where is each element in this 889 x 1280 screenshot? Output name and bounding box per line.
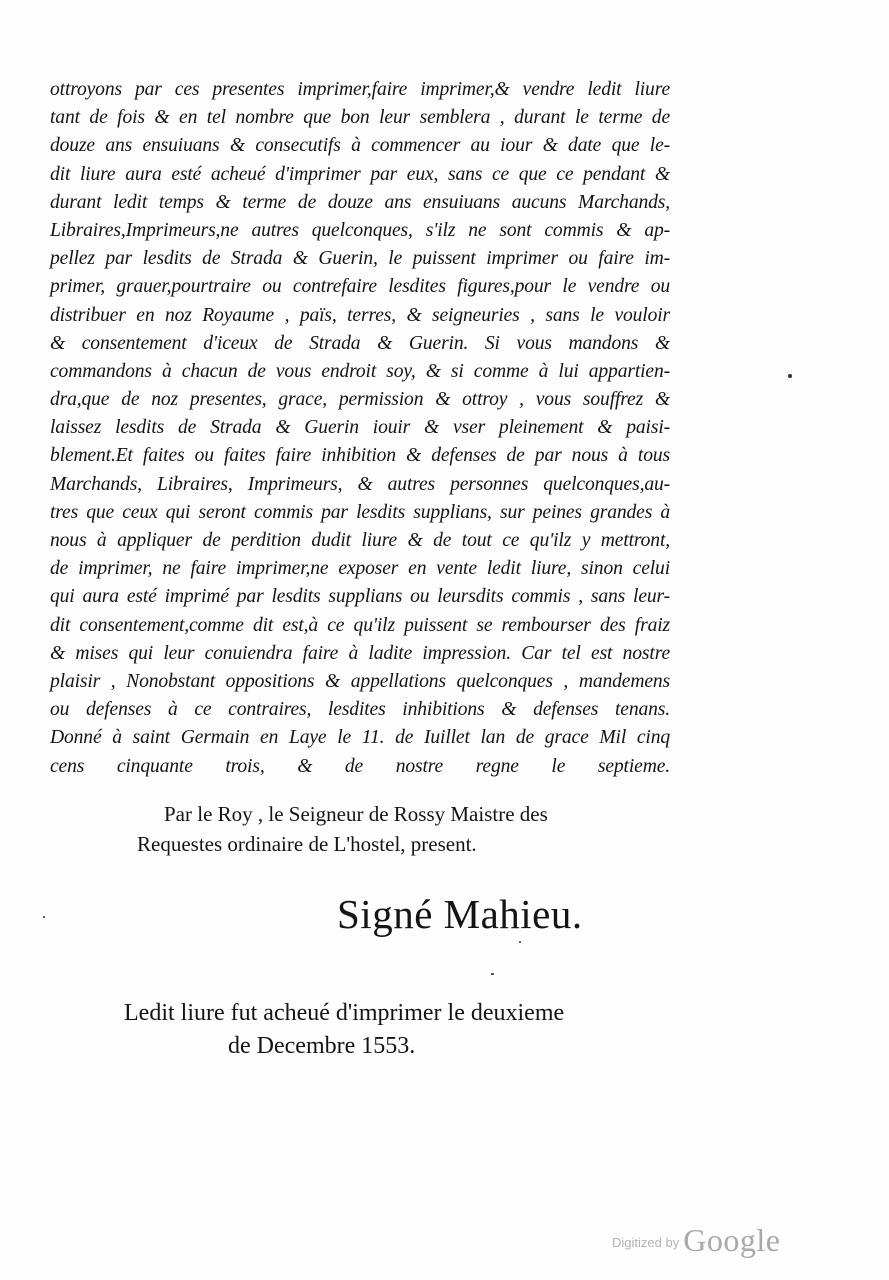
digitized-watermark — [612, 1222, 780, 1259]
privilege-line: tant de fois & en tel nombre que bon leur semblera , durant le terme de — [50, 107, 670, 129]
privilege-line: dra,que de noz presentes, grace, permission & ottroy , vous souffrez & — [50, 389, 670, 411]
privilege-line: durant ledit temps & terme de douze ans ensuiuans aucuns Marchands, — [50, 191, 670, 213]
privilege-line: dit liure aura esté acheué d'imprimer par eux, sans ce que ce pendant & — [50, 163, 670, 185]
privilege-line: commandons à chacun de vous endroit soy, & si comme à lui appartien- — [50, 360, 670, 382]
ink-speck — [519, 941, 521, 943]
watermark-prefix: Digitized by — [612, 1235, 680, 1250]
privilege-line: Marchands, Libraires, Imprimeurs, & autres personnes quelconques,au- — [50, 473, 670, 495]
privilege-line: ou defenses à ce contraires, lesdites inhibitions & defenses tenans. — [50, 699, 670, 721]
privilege-line: primer, grauer,pourtraire ou contrefaire lesdites figures,pour le vendre ou — [50, 276, 670, 298]
privilege-line: Libraires,Imprimeurs,ne autres quelconques, s'ilz ne sont commis & ap- — [50, 219, 670, 241]
privilege-line: & mises qui leur conuiendra faire à ladite impression. Car tel est nostre — [50, 642, 670, 664]
privilege-line: cens cinquante trois, & de nostre regne le septieme. — [50, 755, 670, 777]
privilege-line: nous à appliquer de perdition dudit liure & de tout ce qu'ilz y mettront, — [50, 530, 670, 551]
signatory-line-2: Requestes ordinaire de L'hostel, present. — [137, 832, 477, 856]
privilege-line: blement.Et faites ou faites faire inhibition & defenses de par nous à tous — [50, 445, 670, 467]
ink-speck — [491, 973, 494, 975]
privilege-line: & consentement d'iceux de Strada & Guerin. Si vous mandons & — [50, 332, 670, 354]
privilege-line: de imprimer, ne faire imprimer,ne exposer en vente ledit liure, sinon celui — [50, 558, 670, 580]
privilege-line: dit consentement,comme dit est,à ce qu'ilz puissent se rembourser des fraiz — [50, 614, 670, 636]
privilege-line: tres que ceux qui seront commis par lesdits supplians, sur peines grandes à — [50, 501, 670, 523]
colophon-line-1: Ledit liure fut acheué d'imprimer le deuxieme — [124, 1000, 565, 1026]
privilege-line: qui aura esté imprimé par lesdits supplians ou leursdits commis , sans leur- — [50, 586, 670, 608]
privilege-line: douze ans ensuiuans & consecutifs à commencer au iour & date que le- — [50, 135, 670, 157]
privilege-line: plaisir , Nonobstant oppositions & appellations quelconques , mandemens — [50, 670, 670, 692]
privilege-text-block — [50, 76, 670, 781]
signatory-line-1: Par le Roy , le Seigneur de Rossy Maistre des — [164, 802, 548, 826]
privilege-line: ottroyons par ces presentes imprimer,faire imprimer,& vendre ledit liure — [50, 79, 670, 100]
privilege-line: pellez par lesdits de Strada & Guerin, le puissent imprimer ou faire im- — [50, 248, 670, 270]
privilege-line: laissez lesdits de Strada & Guerin iouir & vser pleinement & paisi- — [50, 417, 670, 439]
colophon-line-2: de Decembre 1553. — [228, 1033, 416, 1059]
ink-speck — [43, 916, 45, 918]
privilege-line: Donné à saint Germain en Laye le 11. de Iuillet lan de grace Mil cinq — [50, 727, 670, 749]
signed-name: Signé Mahieu. — [337, 891, 583, 937]
ink-speck — [788, 374, 792, 378]
google-logo: Google — [683, 1222, 781, 1258]
privilege-line: distribuer en noz Royaume , païs, terres, & seigneuries , sans le vouloir — [50, 304, 670, 326]
